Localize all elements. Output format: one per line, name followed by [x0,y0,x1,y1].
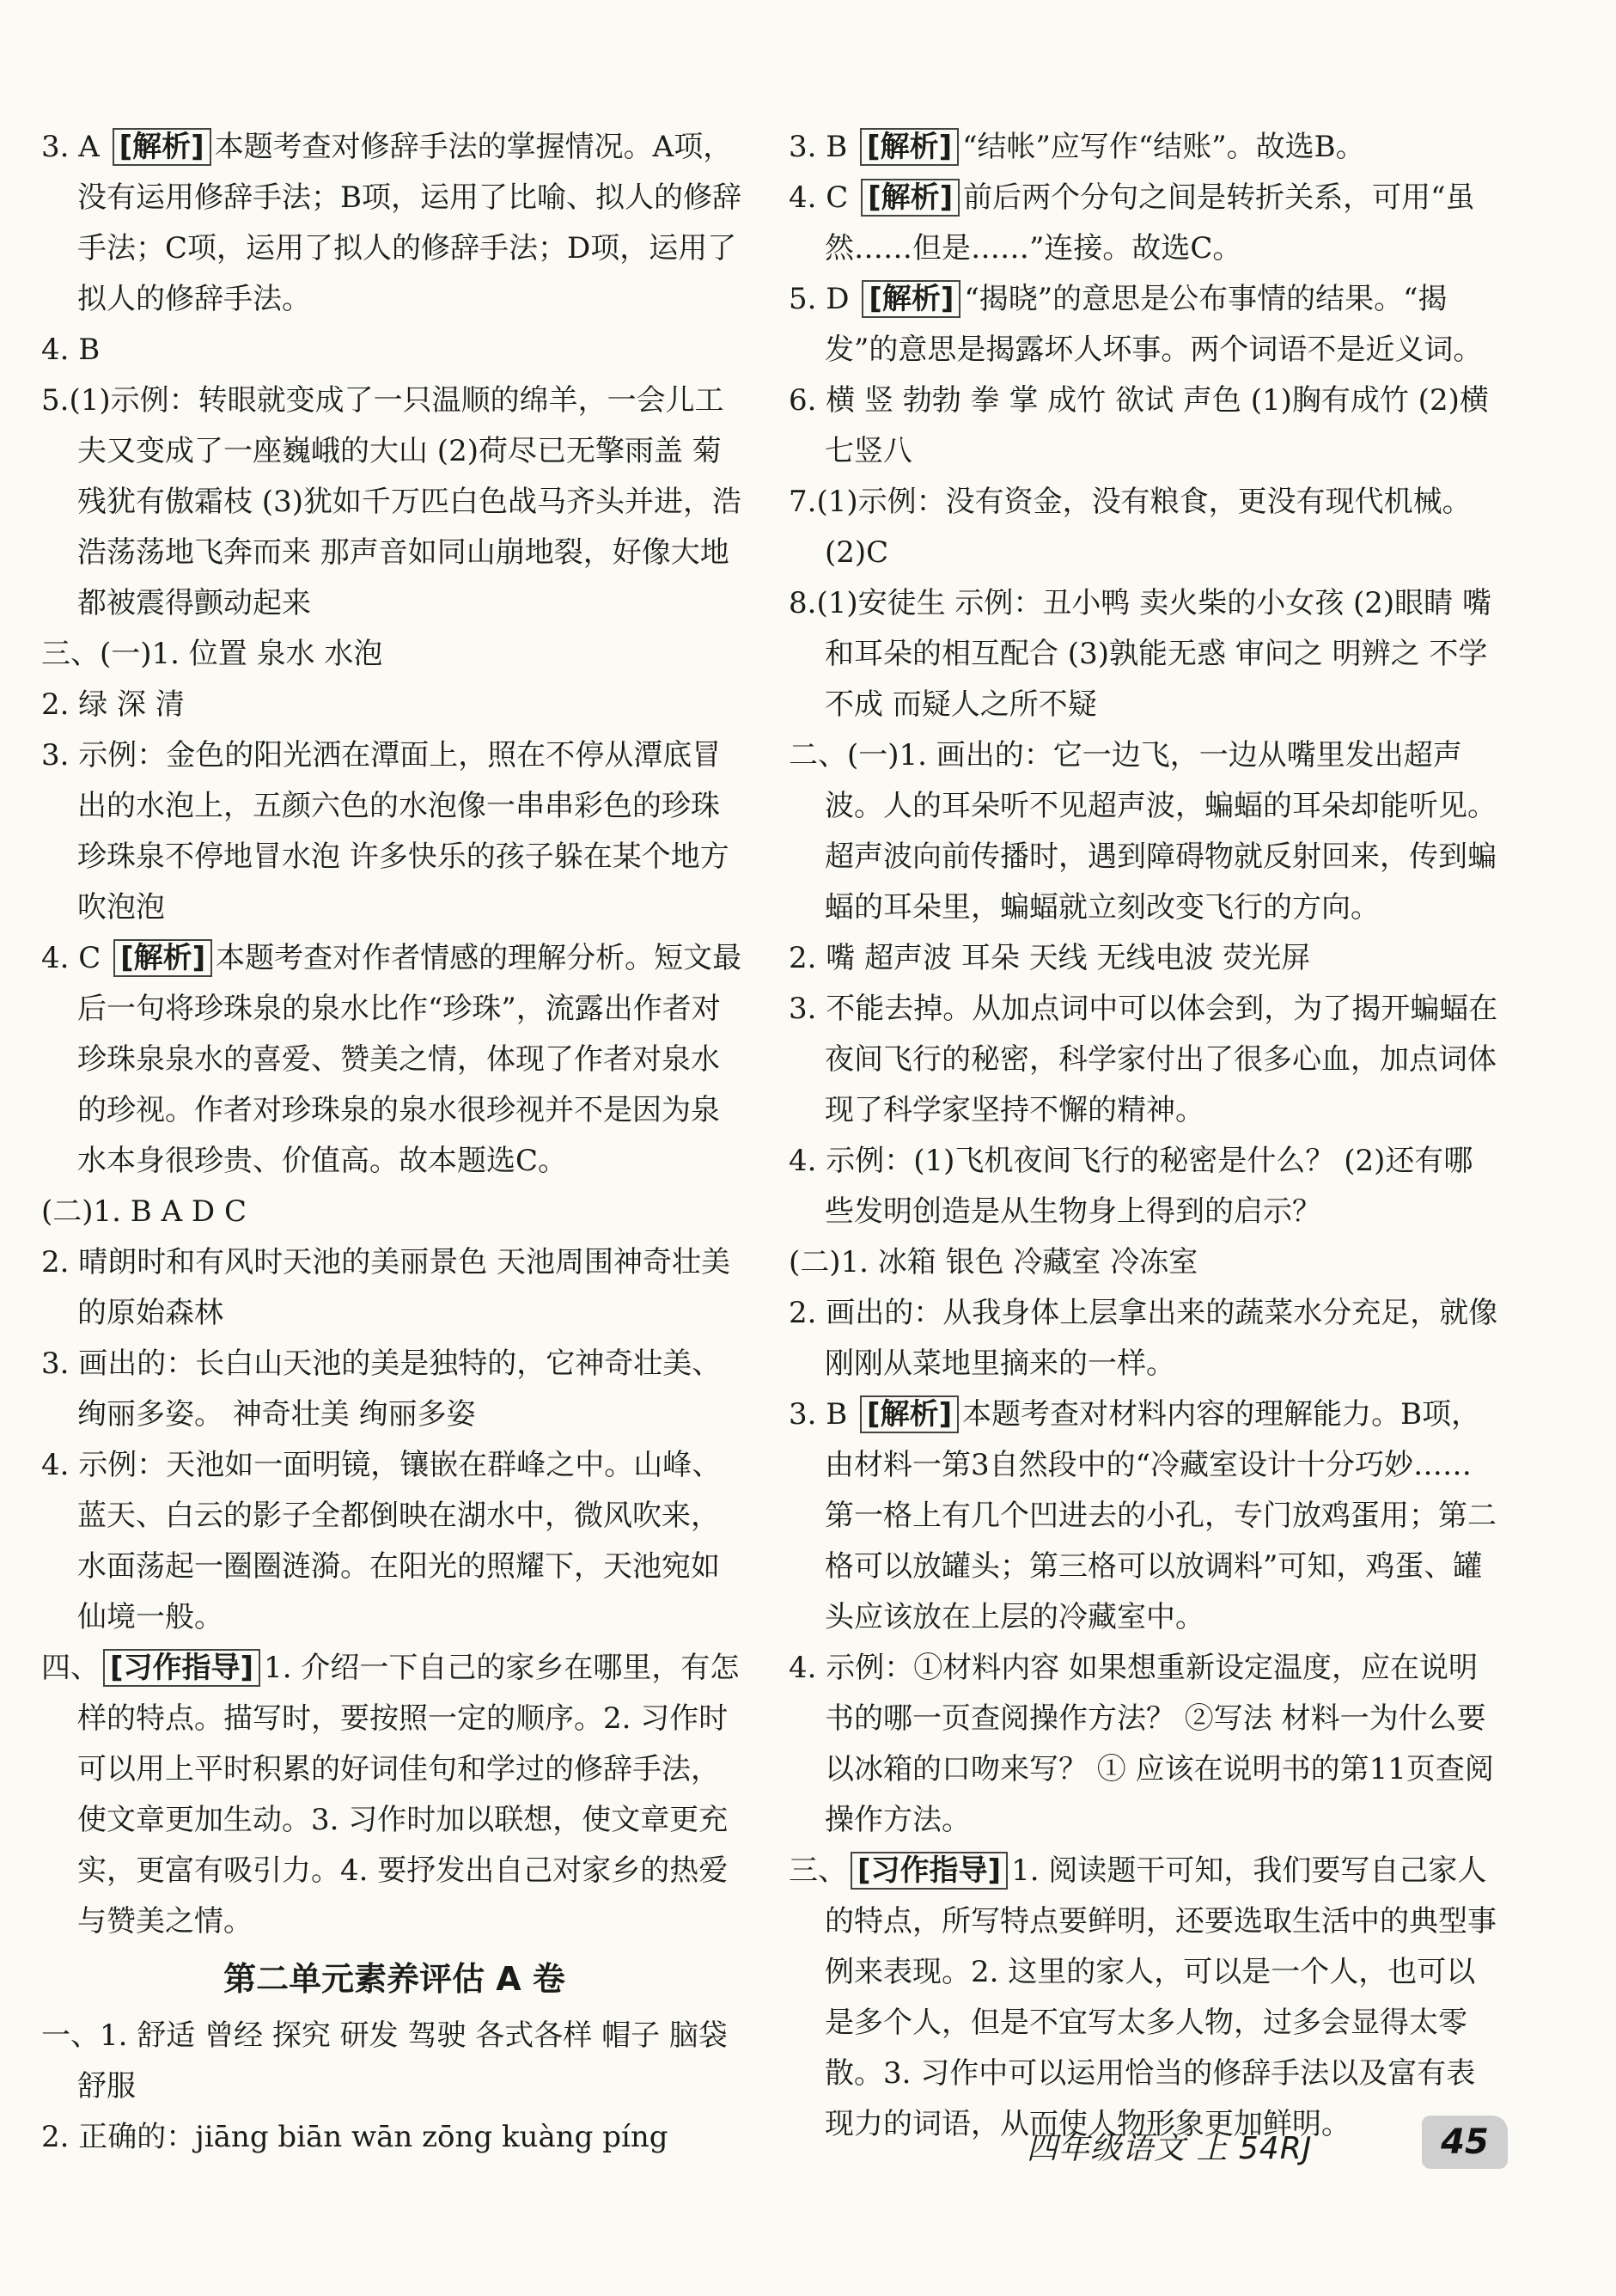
footer-book-label: 四年级语文 上 54RJ [1027,2131,1313,2166]
right-item: 6. 横 竖 勃勃 拳 掌 成竹 欲试 声色 (1)胸有成竹 (2)横七竖八 [789,383,1489,468]
left-item: 三、(一)1. 位置 泉水 水泡 [41,637,383,671]
right-item: 4. 示例：①材料内容 如果想重新设定温度，应在说明书的哪一页查阅操作方法？ ②写法 材料一为什么要以冰箱的口吻来写？ ① 应该在说明书的第11页查阅操作方法。 [789,1651,1494,1837]
left-item: 3. 示例：金色的阳光洒在潭面上，照在不停从潭底冒出的水泡上，五颜六色的水泡像一串串彩色的珍珠 珍珠泉不停地冒水泡 许多快乐的孩子躲在某个地方吹泡泡 [41,738,729,925]
right-item: 3. B [解析] “结帐”应写作“结账”。故选B。 [789,130,1365,164]
left-item: (二)1. B A D C [41,1194,247,1229]
right-item: 8.(1)安徒生 示例：丑小鸭 卖火柴的小女孩 (2)眼睛 嘴和耳朵的相互配合 (3)孰能无惑 审问之 明辨之 不学不成 而疑人之所不疑 [789,586,1491,722]
right-item: 4. 示例：(1)飞机夜间飞行的秘密是什么？ (2)还有哪些发明创造是从生物身上得到的启示？ [789,1144,1473,1229]
left-item: 4. C [解析] 本题考查对作者情感的理解分析。短文最后一句将珍珠泉的泉水比作“珍珠”，流露出作者对珍珠泉泉水的喜爱、赞美之情，体现了作者对泉水的珍视。作者对珍珠泉的泉水很珍视并不是因为泉水本身很珍贵、价值高。故本题选C。 [41,941,742,1178]
writing-guide-tag: [习作指导] [103,1649,260,1687]
analysis-tag: [解析] [861,179,960,217]
analysis-tag: [解析] [860,1395,959,1433]
right-item: 3. 不能去掉。从加点词中可以体会到，为了揭开蝙蝠在夜间飞行的秘密，科学家付出了很多心血，加点词体现了科学家坚持不懈的精神。 [789,992,1498,1127]
right-item: 3. B [解析] 本题考查对材料内容的理解能力。B项，由材料一第3自然段中的“冷藏室设计十分巧妙……第一格上有几个凹进去的小孔，专门放鸡蛋用；第二格可以放罐头；第三格可以放调料”可知，鸡蛋、罐头应该放在上层的冷藏室中。 [789,1397,1497,1634]
analysis-tag: [解析] [862,280,960,318]
analysis-tag: [解析] [860,128,959,166]
left-item: 4. 示例：天池如一面明镜，镶嵌在群峰之中。山峰、蓝天、白云的影子全都倒映在湖水中，微风吹来，水面荡起一圈圈涟漪。在阳光的照耀下，天池宛如仙境一般。 [41,1448,722,1634]
section-heading: 第二单元素养评估 A 卷 [223,1960,565,1998]
writing-guide-tag: [习作指导] [851,1852,1008,1890]
right-item: 2. 嘴 超声波 耳朵 天线 无线电波 荧光屏 [789,941,1311,975]
left-item: 4. B [41,333,101,367]
right-item: 三、 [习作指导] 1. 阅读题干可知，我们要写自己家人的特点，所写特点要鲜明，还要选取生活中的典型事例来表现。2. 这里的家人，可以是一个人，也可以是多个人，但是不宜写太多人物，过多会显得太零散。3. 习作中可以运用恰当的修辞手法以及富有表现力的词语，从而使人物形象更加鲜明。 [789,1853,1497,2141]
right-item: (二)1. 冰箱 银色 冷藏室 冷冻室 [789,1245,1198,1279]
left-item: 3. 画出的：长白山天池的美是独特的，它神奇壮美、绚丽多姿。 神奇壮美 绚丽多姿 [41,1346,722,1432]
left-item: 3. A [解析] 本题考查对修辞手法的掌握情况。A项，没有运用修辞手法；B项，运用了比喻、拟人的修辞手法；C项，运用了拟人的修辞手法；D项，运用了拟人的修辞手法。 [41,130,741,316]
right-column [789,122,1500,2150]
left-item: 2. 绿 深 清 [41,687,185,722]
left-item: 一、1. 舒适 曾经 探究 研发 驾驶 各式各样 帽子 脑袋 舒服 [41,2018,737,2104]
right-item: 5. D [解析] “揭晓”的意思是公布事情的结果。“揭发”的意思是揭露坏人坏事。两个词语不是近义词。 [789,282,1483,367]
left-item: 5.(1)示例：转眼就变成了一只温顺的绵羊，一会儿工夫又变成了一座巍峨的大山 (2)荷尽已无擎雨盖 菊残犹有傲霜枝 (3)犹如千万匹白色战马齐头并进，浩浩荡荡地飞奔而来 那声音如同山崩地裂，好像大地都被震得颤动起来 [41,383,741,620]
right-item: 2. 画出的：从我身体上层拿出来的蔬菜水分充足，就像刚刚从菜地里摘来的一样。 [789,1296,1498,1381]
page-number-badge: 45 [1422,2116,1508,2169]
analysis-tag: [解析] [113,128,211,166]
left-item: 2. 晴朗时和有风时天池的美丽景色 天池周围神奇壮美的原始森林 [41,1245,731,1330]
left-column [41,122,747,2163]
left-item: 2. 正确的：jiāng biān wān zōng kuàng píng [41,2120,668,2154]
right-item: 7.(1)示例：没有资金，没有粮食，更没有现代机械。 (2)C [789,485,1481,570]
page-footer [1027,2116,1508,2176]
right-item: 4. C [解析] 前后两个分句之间是转折关系，可用“虽然……但是……”连接。故选C。 [789,180,1475,266]
left-item: 四、 [习作指导] 1. 介绍一下自己的家乡在哪里，有怎样的特点。描写时，要按照一定的顺序。2. 习作时可以用上平时积累的好词佳句和学过的修辞手法，使文章更加生动。3. 习作时加以联想，使文章更充实，更富有吸引力。4. 要抒发出自己对家乡的热爱与赞美之情。 [41,1651,740,1939]
right-item: 二、(一)1. 画出的：它一边飞，一边从嘴里发出超声波。人的耳朵听不见超声波，蝙蝠的耳朵却能听见。超声波向前传播时，遇到障碍物就反射回来，传到蝙蝠的耳朵里，蝙蝠就立刻改变飞行的方向。 [789,738,1497,925]
analysis-tag: [解析] [113,939,212,977]
